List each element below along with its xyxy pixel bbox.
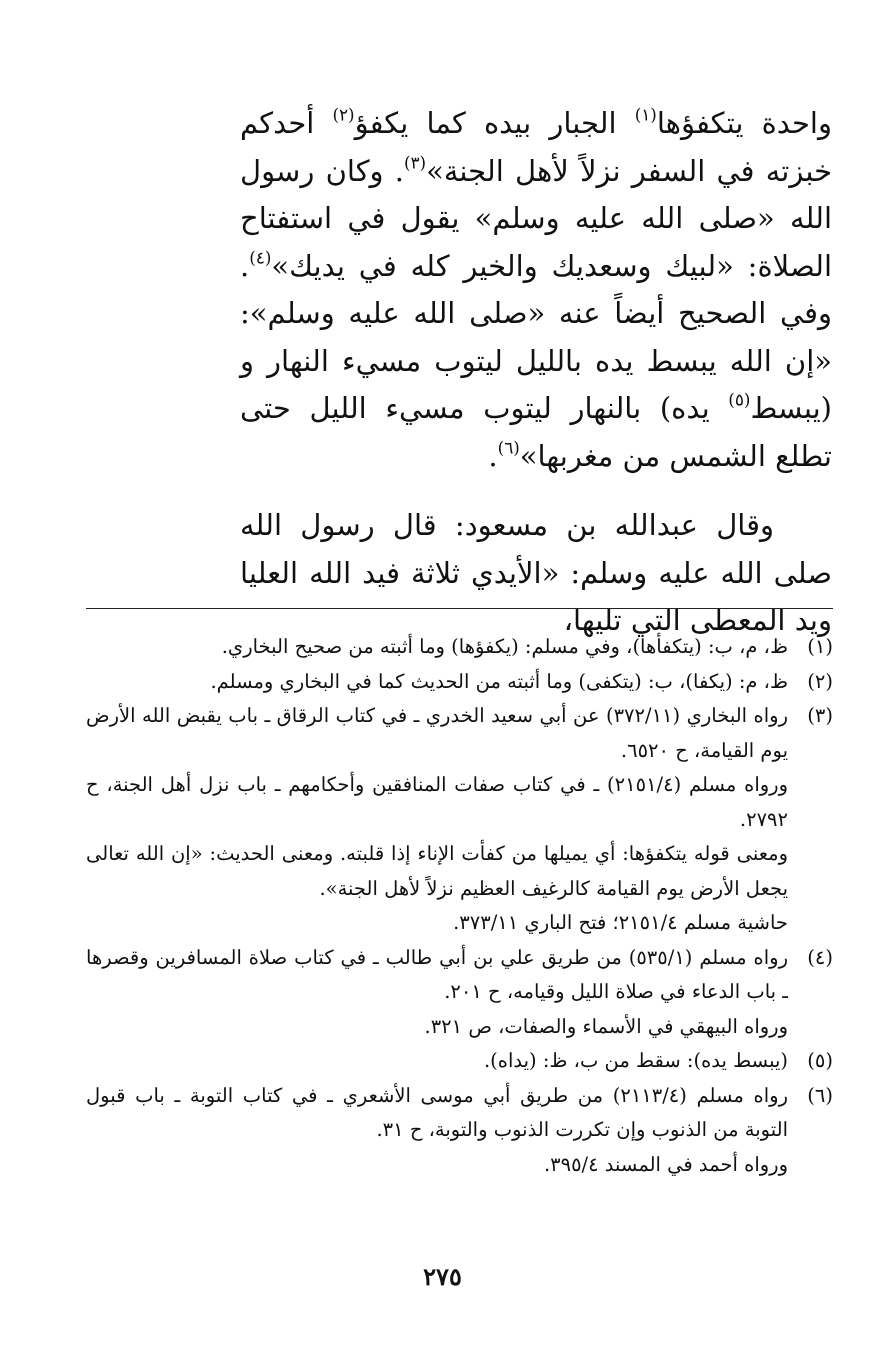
footnote-line: ظ، م: (يكفا)، ب: (يتكفى) وما أثبته من الحديث كما في البخاري ومسلم.: [210, 669, 788, 693]
footnote-number: (٦): [807, 1083, 833, 1107]
footnote-line: ورواه مسلم (٢١٥١/٤) ـ في كتاب صفات المنافقين وأحكامهم ـ باب نزل أهل الجنة، ح ٢٧٩٢.: [86, 773, 789, 831]
footnote-number: (٢): [807, 669, 833, 693]
footnote-number: (١): [807, 635, 833, 658]
text-segment: . وفي الصحيح أيضاً عنه «صلى الله عليه وسلم»: «إن الله يبسط يده بالليل ليتوب مسيء النهار و (يبسط: [240, 248, 832, 425]
footnote-item: [86, 665, 833, 700]
main-text: [240, 100, 832, 645]
text-segment: أحدكم خبزته في السفر نزلاً لأهل الجنة»: [240, 106, 833, 188]
footnote-item: [86, 1079, 833, 1183]
footnote-line: رواه مسلم (٢١١٣/٤) من طريق أبي موسى الأشعري ـ في كتاب التوبة ـ باب قبول التوبة من الذنوب وإن تكررت الذنوب والتوبة، ح ٣١.: [86, 1083, 788, 1141]
footnote-line: ومعنى قوله يتكفؤها: أي يميلها من كفأت الإناء إذا قلبته. ومعنى الحديث: «إن الله تعالى يجعل الأرض يوم القيامة كالرغيف العظيم نزلاً لأهل الجنة».: [86, 842, 788, 900]
footnote-number: (٣): [807, 704, 833, 727]
footnote-item: [86, 630, 833, 665]
footnote-marker: (٢): [332, 104, 355, 125]
text-segment: .: [488, 438, 498, 473]
footnote-body: [86, 630, 788, 665]
text-segment: الجبار بيده كما يكفؤ: [354, 106, 635, 140]
text-segment: واحدة يتكفؤها: [656, 106, 832, 140]
main-paragraph-1: [240, 100, 832, 480]
footnote-line: رواه مسلم (٥٣٥/١) من طريق علي بن أبي طالب ـ في كتاب صلاة المسافرين وقصرها ـ باب الدعاء في صلاة الليل وقيامه، ح ٢٠١.: [86, 945, 788, 1003]
footnote-item: [86, 941, 833, 1045]
footnote-body: [86, 699, 788, 941]
footnote-marker: (٥): [728, 389, 751, 410]
footnote-line: ورواه البيهقي في الأسماء والصفات، ص ٣٢١.: [424, 1014, 788, 1038]
footnote-line: رواه البخاري (٣٧٢/١١) عن أبي سعيد الخدري ـ في كتاب الرقاق ـ باب يقبض الله الأرض يوم القيامة، ح ٦٥٢٠.: [86, 704, 788, 762]
footnote-divider: [86, 608, 833, 609]
footnote-line: (يبسط يده): سقط من ب، ظ: (يداه).: [483, 1049, 788, 1072]
footnote-number: (٤): [807, 945, 833, 969]
footnote-line: ورواه أحمد في المسند ٣٩٥/٤.: [543, 1152, 788, 1176]
footnote-marker: (٣): [403, 151, 427, 172]
footnote-marker: (٦): [497, 436, 520, 457]
text-segment: . وكان رسول الله «صلى الله عليه وسلم» يقول في استفتاح الصلاة: «لبيك وسعديك والخير كله في يديك»: [240, 153, 832, 283]
footnote-line: ظ، م، ب: (يتكفأها)، وفي مسلم: (يكفؤها) وما أثبته من صحيح البخاري.: [221, 635, 788, 658]
footnotes: [86, 630, 833, 1182]
page-number: ٢٧٥: [423, 1262, 462, 1291]
footnote-item: [86, 699, 833, 941]
text-segment: يده) بالنهار ليتوب مسيء الليل حتى تطلع الشمس من مغربها»: [240, 391, 832, 473]
footnote-line: حاشية مسلم ٢١٥١/٤؛ فتح الباري ٣٧٣/١١.: [453, 911, 788, 934]
footnote-body: [86, 665, 788, 700]
footnote-item: [86, 1044, 833, 1079]
footnote-marker: (١): [634, 104, 657, 125]
footnote-body: [86, 941, 788, 1045]
footnote-marker: (٤): [249, 246, 272, 267]
footnote-body: [86, 1079, 788, 1183]
main-paragraph-2: وقال عبدالله بن مسعود: قال رسول الله صلى الله عليه وسلم: «الأيدي ثلاثة فيد الله العليا ويد المعطى التي تليها،: [240, 508, 832, 637]
footnote-body: [86, 1044, 788, 1079]
footnote-number: (٥): [807, 1049, 833, 1072]
